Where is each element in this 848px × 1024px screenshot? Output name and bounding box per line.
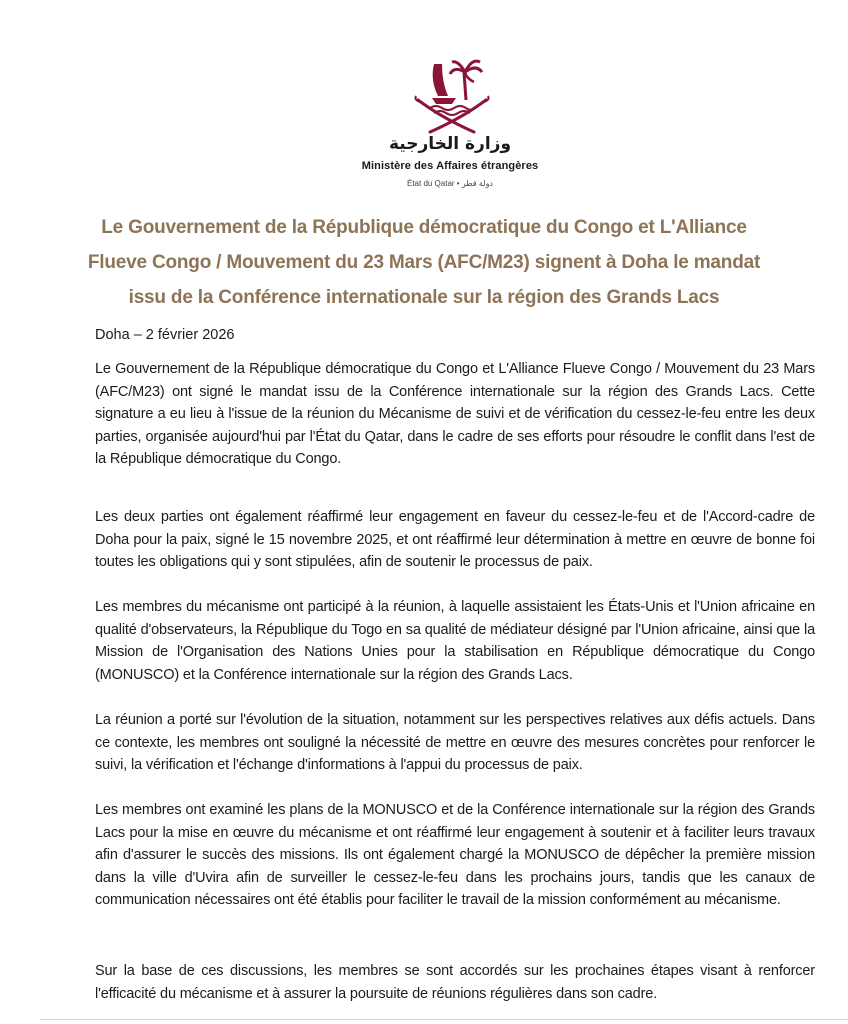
ministry-name: Ministère des Affaires étrangères	[361, 160, 539, 172]
paragraph-6: Sur la base de ces discussions, les membres se sont accordés sur les prochaines étapes visant à renforcer l'efficacité du mécanisme et à assurer la poursuite de réunions régulières dans son cadre.	[95, 963, 815, 1002]
dateline: Doha – 2 février 2026	[95, 327, 235, 343]
paragraph-2: Les deux parties ont également réaffirmé leur engagement en faveur du cessez-le-feu et de l'Accord-cadre de Doha pour la paix, signé le 15 novembre 2025, et ont réaffirmé leur détermination à mettre en œuvre de bonne foi toutes les obligations qui y sont stipulées, afin de soutenir le processus de paix.	[95, 509, 815, 570]
ministry-arabic-title: وزارة الخارجية	[388, 134, 512, 154]
page-edge-divider	[40, 1019, 848, 1020]
paragraph-5: Les membres ont examiné les plans de la MONUSCO et de la Conférence internationale sur la région des Grands Lacs pour la mise en œuvre du mécanisme et ont réaffirmé leur engagement à soutenir et à faciliter leurs travaux afin d'assurer le succès des missions. Ils ont également chargé la MONUSCO de dépêcher la première mission dans la ville d'Uvira afin de surveiller le cessez-le-feu dans les prochains jours, tandis que les canaux de communication nécessaires ont été établis pour faciliter le travail de la mission conformément au mécanisme.	[95, 802, 815, 908]
paragraph-3: Les membres du mécanisme ont participé à la réunion, à laquelle assistaient les États-Unis et l'Union africaine en qualité d'observateurs, la République du Togo en sa qualité de médiateur désigné par l'Union africaine, ainsi que la Mission de l'Organisation des Nations Unies pour la stabilisation en République démocratique du Congo (MONUSCO) et la Conférence internationale sur la région des Grands Lacs.	[95, 599, 815, 683]
paragraph-1: Le Gouvernement de la République démocratique du Congo et L'Alliance Flueve Congo / Mouvement du 23 Mars (AFC/M23) ont signé le mandat issu de la Conférence internationale sur la région des Grands Lacs. Cette signature a eu lieu à l'issue de la réunion du Mécanisme de suivi et de vérification du cessez-le-feu entre les deux parties, organisée aujourd'hui par l'État du Qatar, dans le cadre de ses efforts pour résoudre le conflit dans l'est de la République démocratique du Congo.	[95, 361, 815, 467]
qatar-emblem-icon	[412, 56, 492, 134]
paragraph-4: La réunion a porté sur l'évolution de la situation, notamment sur les perspectives relatives aux défis actuels. Dans ce contexte, les membres ont souligné la nécessité de mettre en œuvre des mesures concrètes pour renforcer le suivi, la vérification et l'échange d'informations à l'appui du processus de paix.	[95, 712, 815, 773]
state-line: État du Qatar • دولة قطر	[406, 179, 493, 188]
press-release-headline: Le Gouvernement de la République démocratique du Congo et L'Alliance Flueve Congo / Mouvement du 23 Mars (AFC/M23) signent à Doha le mandat issu de la Conférence internationale sur la région des Grands Lacs	[87, 217, 761, 308]
